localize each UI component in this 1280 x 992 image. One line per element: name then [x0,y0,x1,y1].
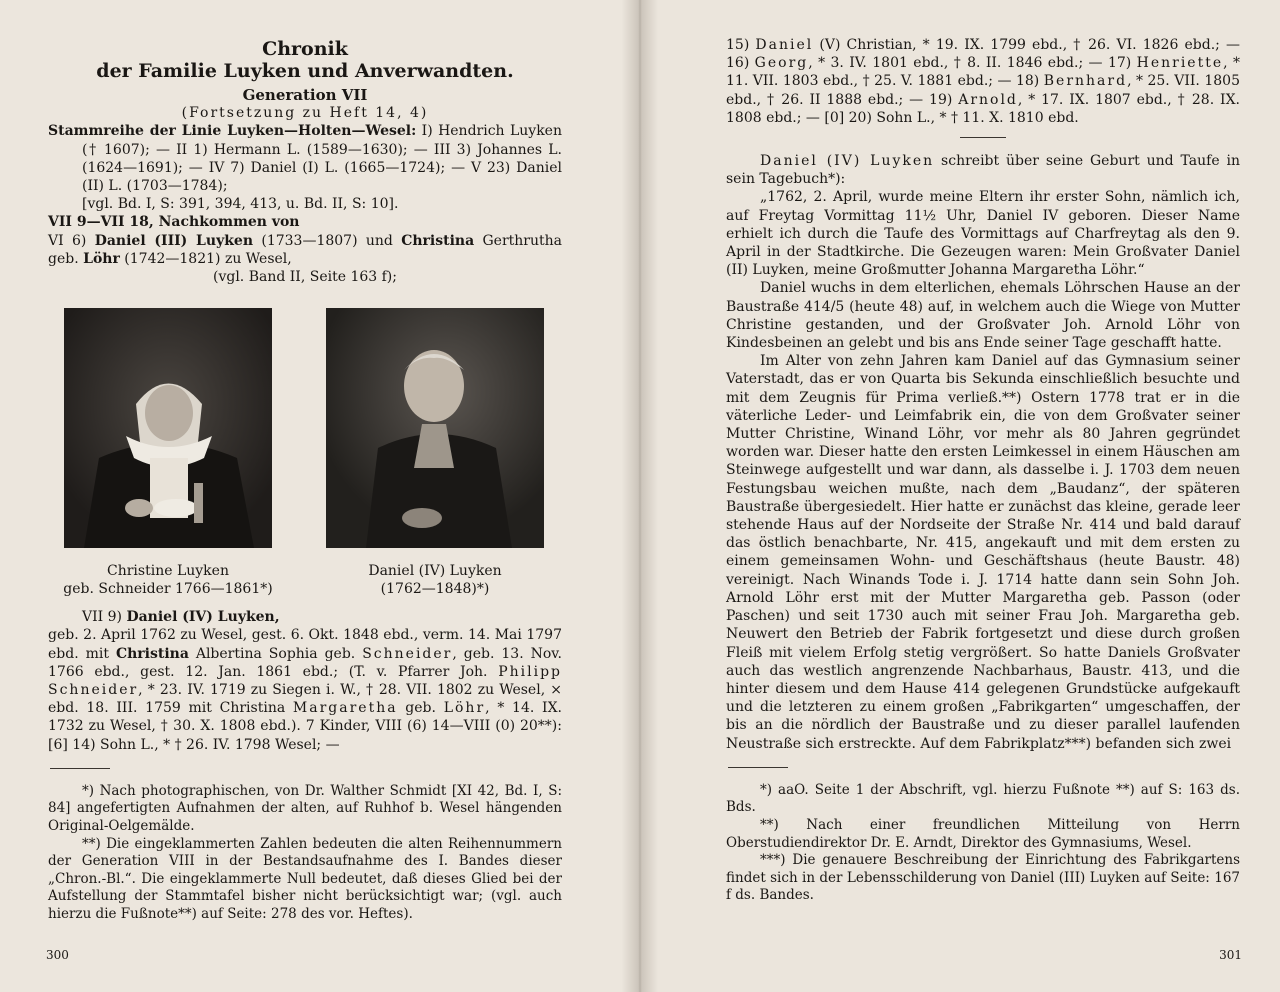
child-19-name: Arnold [958,91,1018,108]
intro-name: Daniel (IV) Luyken [760,153,935,170]
footnote-right-1: *) aaO. Seite 1 der Abschrift, vgl. hierzu Fußnote **) auf S: 163 ds. Bds. [726,781,1240,816]
vii9-prefix: VII 9) [82,609,127,626]
vii9-text-5: geb. [397,700,444,717]
intro-text: schreibt über seine Geburt und Taufe in sein Tagebuch*): [726,153,1240,188]
footnote-right-2: **) Nach einer freundlichen Mitteilung von Herrn Oberstudiendirektor Dr. E. Arndt, Direktor des Gymnasiums, Wesel. [726,816,1240,851]
portrait-christine-luyken [64,308,272,548]
vi6-post: Gerthrutha geb. [48,232,562,267]
vii9-text-6: , * 14. IX. 1732 zu Wesel, † 30. X. 1808 ebd.). 7 Kinder, VIII (6) 14—VIII (0) 20**): [6] 14) Sohn L., * † 26. IV. 1798 Wesel; — [48,700,562,753]
left-column [48,0,562,924]
child-16-name: Georg [754,55,809,72]
vii9-text-1: geb. 2. April 1762 zu Wesel, gest. 6. Okt. 1848 ebd., verm. 14. Mai 1797 ebd. mit [48,627,562,662]
caption-christine [48,562,288,598]
vi6-prefix: VI 6) [48,232,95,249]
vii9-christina: Christina [115,645,189,662]
vi6-mid: (1733—1807) und [253,232,402,249]
child-15-details: (V) Christian, * 19. IX. 1799 ebd., † 26. VI. 1826 ebd.; — [813,37,1240,53]
footnote-rule-left [50,768,110,769]
caption-daniel-line2: (1762—1848)*) [380,581,490,598]
child-19-details: , * 17. IX. 1807 ebd., † 28. IX. 1808 ebd.; — [0] 20) Sohn L., * † 11. X. 1810 ebd. [726,91,1240,126]
vii9-paragraph [48,626,562,753]
footnote-right-3: ***) Die genauere Beschreibung der Einrichtung des Fabrikgartens findet sich in der Lebensschilderung von Daniel (III) Luyken auf Seite: 167 f ds. Bandes. [726,852,1240,904]
continuation-note: (Fortsetzung zu Heft 14, 4) [181,105,429,122]
footnote-left-2: **) Die eingeklammerten Zahlen bedeuten die alten Reihennummern der Generation VIII in der Bestandsaufnahme des I. Bandes dieser „Chron.-Bl.“. Die eingeklammerte Null bedeutet, daß dieses Glied bei der Aufstellung der Stammtafel bisher nicht berücksichtigt war; (vgl. auch hierzu die Fußnote**) auf Seite: 278 des vor. Heftes). [48,835,562,923]
vi6-end: (1742—1821) zu Wesel, [119,250,292,267]
paragraph-childhood: Daniel wuchs in dem elterlichen, ehemals Löhrschen Hause an der Baustraße 414/5 (heute 48) auf, in welchem auch die Wiege von Mutter Christine gestanden, und der Großvater Joh. Arnold Löhr von Kindesbeinen an gelebt und bis ans Ende seiner Tage geschafft hatte. [726,280,1240,352]
intro-paragraph [726,152,1240,188]
generation-heading: Generation VII [242,86,368,104]
children-list [726,36,1240,127]
stammreihe-ref: [vgl. Bd. I, S: 391, 394, 413, u. Bd. II, S: 10]. [82,196,399,213]
book-gutter [622,0,658,992]
page-number-left: 300 [46,948,69,962]
caption-christine-line1: Christine Luyken [107,563,229,580]
caption-christine-line2: geb. Schneider 1766—1861*) [63,581,273,598]
child-18-name: Bernhard [1043,73,1128,90]
stammreihe-text: I) Hendrich Luyken († 1607); — II 1) Hermann L. (1589—1630); — III 3) Johannes L. (1624—1691); — IV 7) Daniel (I) L. (1665—1724); — V 23) Daniel (II) L. (1703—1784); [82,123,562,195]
vii9-margaretha: Margaretha [292,700,398,717]
child-17-details: , * 11. VII. 1803 ebd., † 25. V. 1881 ebd.; — 18) [726,55,1240,90]
vii9-text-3: , geb. 13. Nov. 1766 ebd., gest. 12. Jan. 1861 ebd.; (T. v. Pfarrer Joh. [48,645,562,680]
child-18-details: , * 25. VII. 1805 ebd., † 26. II 1888 ebd.; — 19) [726,73,1240,108]
caption-daniel-line1: Daniel (IV) Luyken [368,563,502,580]
vii9-philipp-schneider: Philipp Schneider [48,663,562,699]
diary-quote: „1762, 2. April, wurde meine Eltern ihr erster Sohn, nämlich ich, auf Freytag Vormittag 11½ Uhr, Daniel IV geboren. Dieser Name erhielt ich durch die Taufe des Vormittags auf Charfreytag als den 9. April in der Stadtkirche. Die Gezeugen waren: Mein Großvater Daniel (II) Luyken, meine Großmutter Johanna Margaretha Löhr.“ [726,189,1240,279]
stammreihe-paragraph [48,122,562,213]
stammreihe-label: Stammreihe der Linie Luyken—Holten—Wesel: [48,123,417,140]
portrait-daniel-luyken [326,308,544,548]
vii9-heading [48,608,562,626]
child-16-details: , * 3. IV. 1801 ebd., † 8. II. 1846 ebd.; — 17) [808,55,1137,72]
photo-row [48,308,562,608]
footnote-rule-right [728,767,788,768]
vi6-name: Daniel (III) Luyken [94,232,254,249]
child-17-name: Henriette [1136,55,1224,72]
vii9-text-4: , * 23. IV. 1719 zu Siegen i. W., † 28. VII. 1802 zu Wesel, × ebd. 18. III. 1759 mit Christina [48,682,562,717]
chronicle-title: Chronik [262,38,348,60]
child-15-number: 15) [726,37,756,53]
child-15-name: Daniel [755,37,814,53]
vi6-lohr: Löhr [83,250,120,267]
footnote-left-1: *) Nach photographischen, von Dr. Walther Schmidt [XI 42, Bd. I, S: 84] angefertigten Aufnahmen der alten, auf Ruhhof b. Wesel hängenden Original-Oelgemälde. [48,782,562,835]
section-rule [960,137,1006,138]
child-16-number: 16) [726,55,755,72]
chronicle-subtitle: der Familie Luyken und Anverwandten. [96,60,514,82]
vii9-text-2: Albertina Sophia geb. [188,645,363,662]
vii9-lohr: Löhr [443,700,486,717]
right-column [726,0,1240,905]
vii9-name: Daniel (IV) Luyken, [126,609,280,626]
nachkommen-heading: VII 9—VII 18, Nachkommen von [48,214,300,231]
vii9-schneider: Schneider [362,645,453,662]
vi6-paragraph [48,232,562,268]
caption-daniel [310,562,560,598]
page-number-right: 301 [1219,948,1242,962]
vi6-wife: Christina [401,232,475,249]
vi6-reference: (vgl. Band II, Seite 163 f); [213,269,397,286]
paragraph-gymnasium: Im Alter von zehn Jahren kam Daniel auf das Gymnasium seiner Vaterstadt, das er von Quarta bis Sekunda einschließlich besuchte und mit dem Zeugnis für Prima verließ.**) Ostern 1778 trat er in die väterliche Leder- und Leimfabrik ein, die von dem Großvater seiner Mutter Christine, Winand Löhr, vor mehr als 80 Jahren gegründet worden war. Dieser hatte den ersten Leimkessel in einem Häuschen am Steinwege aufgestellt und war dann, als dasselbe i. J. 1703 dem neuen Festungsbau weichen mußte, nach dem „Baudanz“, der späteren Baustraße übergesiedelt. Hier hatte er zunächst das kleine, gerade leer stehende Haus auf der Nordseite der Straße Nr. 414 und bald darauf das östlich benachbarte, Nr. 415, angekauft und mit dem ersten zu einem gemeinsamen Wohn- und Geschäftshaus (heute Baustr. 48) vereinigt. Nach Winands Tode i. J. 1714 hatte dann sein Sohn Joh. Arnold Löhr erst mit der Mutter Margaretha geb. Passon (oder Paschen) und seit 1730 auch mit seiner Frau Joh. Margaretha geb. Neuwert den Betrieb der Fabrik fortgesetzt und diese durch großen Fleiß mit vielem Erfolg stetig vergrößert. So hatte Daniels Großvater auch das westlich angrenzende Nachbarhaus, Baustr. 413, und die hinter diesem und dem Hause 414 gelegenen Grundstücke aufgekauft und die letzteren zu einem großen „Fabrikgarten“ umgeschaffen, der bis an die nördlich der Baustraße und zu dieser parallel laufenden Neustraße sich erstreckte. Auf dem Fabrikplatz***) befanden sich zwei [726,353,1240,752]
